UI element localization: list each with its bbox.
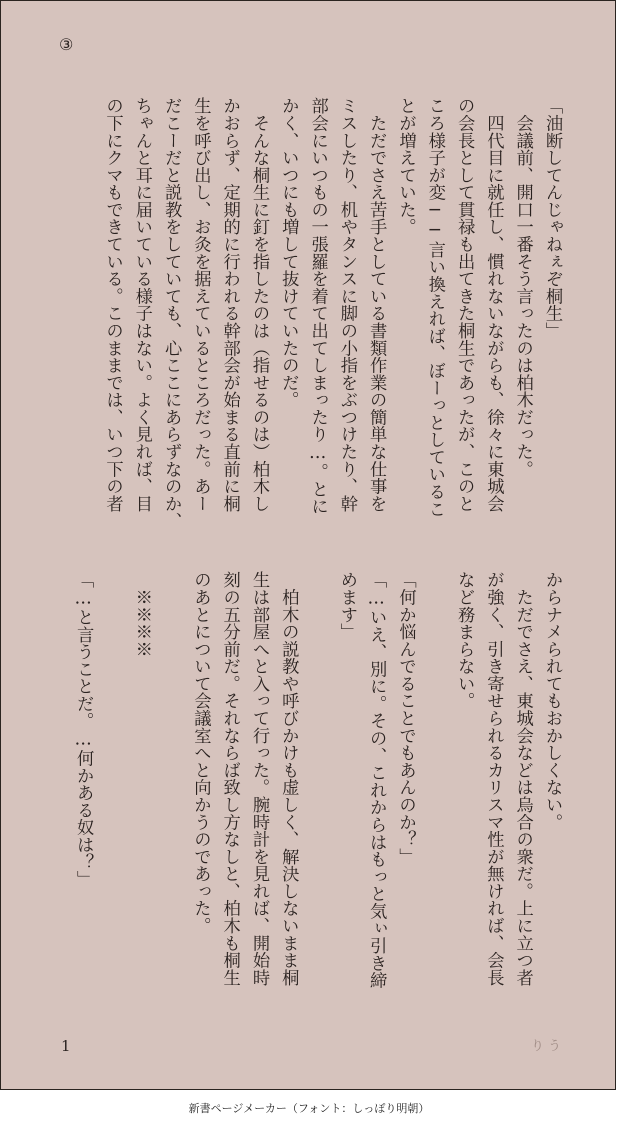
text-column: のあとについて会議室へと向かうのであった。 [190,571,211,935]
text-column: めます」 [336,571,357,641]
text-column: 生を呼び出し、お灸を据えているところだった。あー [190,97,211,512]
text-column: 柏木の説教や呼びかけも虚しく、解決しないまま桐 [278,571,299,986]
text-column: 「…と言うことだ。…何かある奴は？」 [73,571,94,888]
page-number: 1 [61,1037,71,1055]
text-column: の会長として貫禄も出てきた桐生であったが、このと [454,97,475,512]
text-column: が強く、引き寄せられるカリスマ性が無ければ、会長 [483,571,504,986]
footer-caption: 新書ページメーカー（フォント：しっぽり明朝） [188,1102,430,1115]
text-column: 生は部屋へと入って行った。腕時計を見れば、開始時 [249,571,269,986]
text-column: ※※※※ [131,571,152,658]
text-column: からナメられてもおかしくない。 [542,571,562,831]
text-column: 「油断してんじゃねぇぞ桐生」 [542,97,562,340]
text-column: 部会にいつもの一張羅を着て出てしまったり…。とに [307,97,328,515]
text-column: ミスしたり、机やタンスに脚の小指をぶつけたり、幹 [336,97,357,512]
text-column: とが増えていた。 [395,97,416,236]
text-column: ただでさえ苦手としている書類作業の簡単な仕事を [366,97,387,512]
text-column: 会議前、開口一番そう言ったのは柏木だった。 [512,97,533,478]
text-column: かおらず、定期的に行われる幹部会が始まる直前に桐 [219,97,240,512]
text-column: の下にクマもできている。このままでは、いつ下の者 [102,97,123,512]
text-column: ちゃんと耳に届いている様子はない。よく見れば、目 [131,97,152,512]
author-name: りう [531,1039,566,1054]
text-column: 「何か悩んでることでもあんのか？」 [395,571,416,865]
text-column: ただでさえ、東城会などは烏合の衆だ。上に立つ者 [512,571,533,986]
text-column: 刻の五分前だ。それならば致し方なしと、柏木も桐生 [219,571,240,986]
text-column: そんな桐生に釘を指したのは（指せるのは）柏木し [249,97,269,512]
text-column: かく、いつにも増して抜けていたのだ。 [278,97,299,409]
text-column: ころ様子が変──言い換えれば、ぼーっとしているこ [424,97,445,518]
text-column: 「…いえ、別に。その、これからはもっと気ぃ引き締 [366,571,387,989]
chapter-mark: ③ [59,35,74,54]
text-column: 四代目に就任し、慣れないながらも、徐々に東城会 [483,97,504,512]
text-column: など務まらない。 [454,571,475,710]
text-column: だこーだと説教をしていても、心ここにあらずなのか、 [161,97,182,530]
